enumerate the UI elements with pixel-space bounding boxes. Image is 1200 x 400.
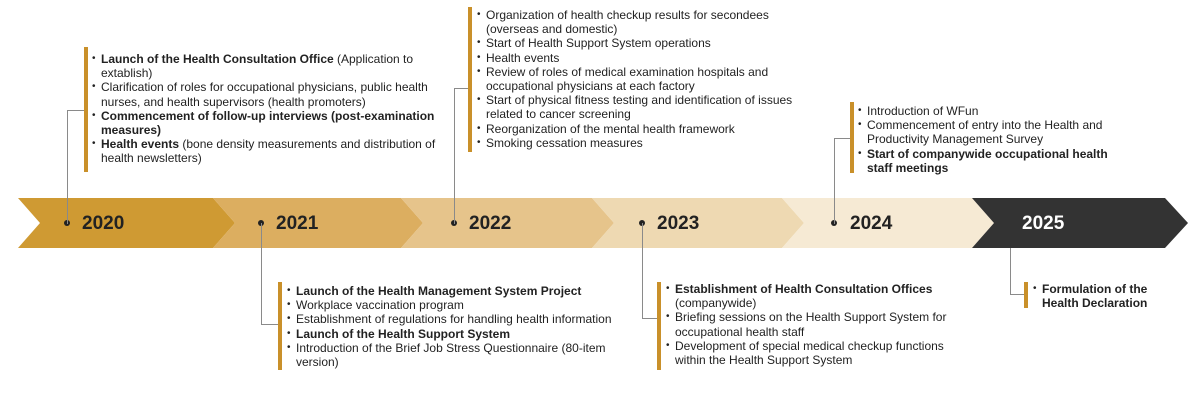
milestone-item: [287, 298, 632, 312]
milestone-item-text: Briefing sessions on the Health Support System for occupational health staff: [675, 310, 947, 339]
accent-bar-2021: [278, 282, 282, 370]
connector-2023: [642, 223, 658, 319]
milestones-2024: [858, 104, 1123, 175]
milestone-item: [92, 137, 442, 165]
milestone-item-text: Review of roles of medical examination hospitals and occupational physicians at each factory: [486, 64, 769, 94]
accent-bar-2024: [850, 102, 854, 173]
milestone-item: [858, 147, 1123, 175]
milestone-item-text: Clarification of roles for occupational physicians, public health nurses, and health supervisors (health promoters): [101, 80, 428, 109]
milestone-item-bold: Start of companywide occupational health staff meetings: [867, 146, 1108, 175]
accent-bar-2025: [1024, 282, 1028, 308]
milestone-item-bold: Launch of the Health Support System: [296, 326, 511, 341]
milestone-item: [92, 80, 442, 108]
milestone-item: [477, 136, 802, 150]
milestone-item-text: Introduction of WFun: [867, 104, 979, 118]
year-label-2022: 2022: [469, 213, 512, 234]
milestones-2022: [477, 8, 802, 150]
milestone-item-bold: Health events: [101, 137, 180, 152]
milestone-item: [858, 118, 1123, 146]
milestone-item: [287, 284, 632, 298]
milestone-item-text: Start of Health Support System operations: [486, 36, 711, 51]
connector-2025: [1010, 248, 1025, 295]
milestone-item: [477, 36, 802, 50]
arrow-segment-2025: [972, 198, 1188, 248]
year-label-2023: 2023: [657, 213, 700, 234]
accent-bar-2020: [84, 47, 88, 172]
milestone-item-text: Reorganization of the mental health framework: [486, 121, 735, 136]
connector-2021: [261, 223, 279, 325]
milestone-item-bold: Commencement of follow-up interviews (post-examination measures): [101, 108, 435, 138]
milestone-item-bold: Launch of the Health Management System Project: [296, 284, 582, 298]
milestone-item-bold: Formulation of the Health Declaration: [1042, 282, 1148, 311]
milestone-item: [858, 104, 1123, 118]
milestone-item: [666, 282, 971, 310]
milestones-2020: [92, 52, 442, 166]
milestone-item-bold: Launch of the Health Consultation Office: [101, 52, 334, 66]
milestone-item-text: Start of physical fitness testing and identification of issues related to cancer screening: [486, 93, 793, 122]
accent-bar-2022: [468, 7, 472, 152]
year-label-2020: 2020: [82, 213, 125, 234]
milestone-item-bold: Establishment of Health Consultation Offices: [675, 282, 933, 296]
milestone-item: [477, 8, 802, 36]
milestone-item: [1033, 282, 1183, 310]
milestones-2021: [287, 284, 632, 369]
milestone-item: [666, 339, 971, 367]
milestone-item-text: (companywide): [675, 296, 757, 311]
milestones-2023: [666, 282, 971, 367]
milestone-item: [92, 52, 442, 80]
milestone-item: [287, 341, 632, 369]
milestone-item-text: Commencement of entry into the Health and Productivity Management Survey: [867, 118, 1103, 147]
milestone-item-text: Workplace vaccination program: [296, 298, 464, 313]
milestone-item: [477, 93, 802, 121]
milestone-item-text: Establishment of regulations for handling health information: [296, 312, 612, 327]
connector-2020: [67, 110, 85, 224]
milestone-item: [477, 122, 802, 136]
connector-2022: [454, 88, 469, 224]
milestone-item: [287, 327, 632, 341]
milestone-item-text: Smoking cessation measures: [486, 135, 643, 150]
year-label-2025: 2025: [1022, 213, 1065, 234]
milestone-item: [477, 65, 802, 93]
arrow-segment-2020: [18, 198, 235, 248]
milestone-item: [666, 310, 971, 338]
milestone-item-text: Development of special medical checkup functions within the Health Support System: [675, 338, 944, 368]
milestone-item: [92, 109, 442, 137]
year-label-2021: 2021: [276, 213, 319, 234]
milestone-item-text: Introduction of the Brief Job Stress Questionnaire (80-item version): [296, 340, 606, 370]
milestone-item-text: (bone density measurements and distribution of health newsletters): [101, 137, 436, 166]
milestone-item-text: Health events: [486, 50, 560, 65]
accent-bar-2023: [657, 282, 661, 370]
milestones-2025: [1033, 282, 1183, 310]
milestone-item: [477, 51, 802, 65]
year-label-2024: 2024: [850, 213, 893, 234]
milestone-item-text: Organization of health checkup results for secondees (overseas and domestic): [486, 8, 769, 37]
milestone-item: [287, 312, 632, 326]
milestone-item-text: (Application to extablish): [101, 52, 414, 81]
connector-2024: [834, 138, 851, 224]
